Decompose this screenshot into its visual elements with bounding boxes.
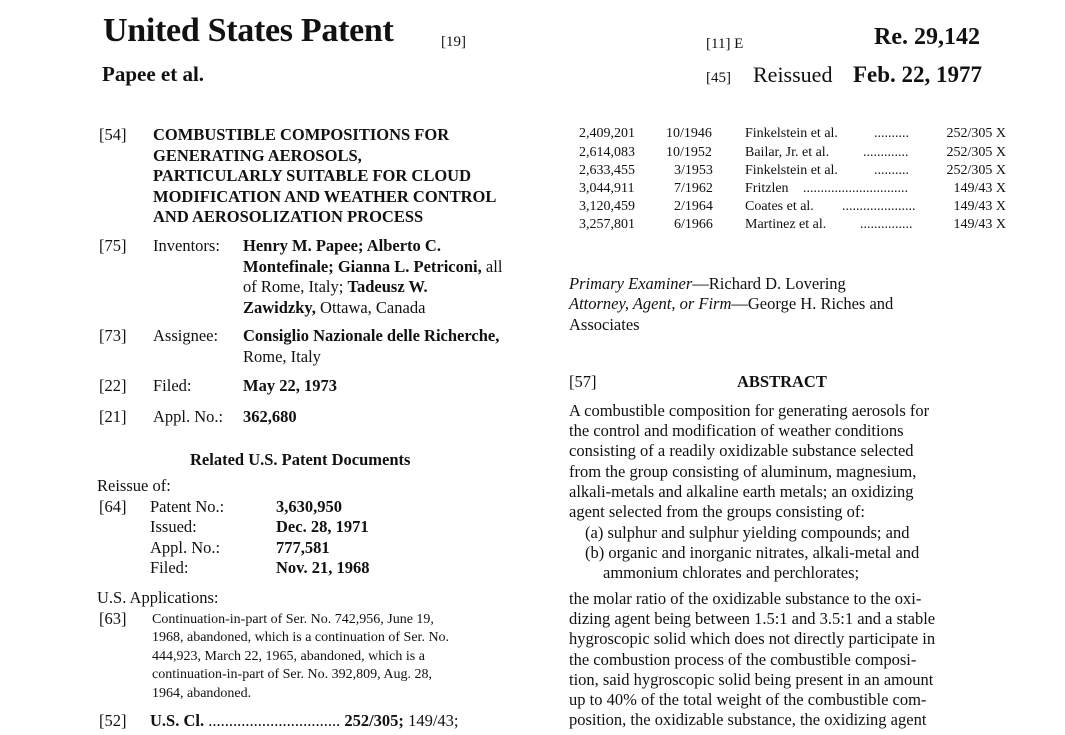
abstract-code: [57]: [569, 372, 597, 391]
number-code: [11] E: [706, 36, 744, 52]
inventors-short: Papee et al.: [102, 62, 205, 86]
reissued-date: Feb. 22, 1977: [853, 62, 983, 87]
title-line: GENERATING AEROSOLS,: [153, 145, 362, 165]
inventors-list: Henry M. Papee; Alberto C. Montefinale; Gianna L. Petriconi, all of Rome, Italy; Tadeusz W. Zawidzky, Ottawa, Canada: [243, 236, 503, 317]
title-line: COMBUSTIBLE COMPOSITIONS FOR: [153, 125, 450, 144]
appl-value: 362,680: [243, 407, 297, 426]
uscl-line: U.S. Cl. ................................ 252/305; 149/43;: [150, 711, 459, 730]
reissue-value: 3,630,950: [276, 497, 342, 516]
continuation-text: Continuation-in-part of Ser. No. 742,956, June 19, 1968, abandoned, which is a continuation of Ser. No. 444,923, March 22, 1965, abandoned, which is a continuation-in-part of Ser. No. 392,809, Aug. 28, 1964, abandoned.: [152, 612, 450, 701]
reissue-value: Nov. 21, 1968: [276, 558, 370, 577]
reference-row: 3,257,801 6/1966 Martinez et al. ............... 149/43 X: [579, 217, 1006, 232]
patent-number: Re. 29,142: [874, 24, 980, 50]
reissue-row: Filed:: [150, 558, 189, 577]
reissue-of-label: Reissue of:: [97, 476, 171, 495]
reference-row: 2,614,083 10/1952 Bailar, Jr. et al. ............. 252/305 X: [579, 145, 1006, 160]
title-line: PARTICULARLY SUITABLE FOR CLOUD: [153, 166, 472, 185]
invention-title: [153, 125, 496, 228]
abstract-heading: ABSTRACT: [737, 372, 827, 391]
reissue-value: Dec. 28, 1971: [276, 517, 369, 536]
reference-row: 2,633,455 3/1953 Finkelstein et al. .......... 252/305 X: [579, 163, 1006, 178]
title-field-code: [54]: [99, 125, 127, 144]
patent-office-title: United States Patent: [103, 12, 394, 49]
inventors-label: Inventors:: [153, 236, 220, 255]
reissued-label: Reissued: [753, 62, 833, 87]
reference-row: 3,044,911 7/1962 Fritzlen .............................. 149/43 X: [579, 181, 1006, 196]
abstract-items: (a) sulphur and sulphur yielding compounds; and (b) organic and inorganic nitrates, alkali-metal and ammonium chlorates and perchlorates;: [585, 523, 920, 583]
filed-code: [22]: [99, 376, 127, 395]
filed-value: May 22, 1973: [243, 376, 337, 395]
uscl-code: [52]: [99, 711, 127, 730]
related-heading: Related U.S. Patent Documents: [190, 450, 411, 469]
assignee-label: Assignee:: [153, 326, 219, 345]
title-line: AND AEROSOLIZATION PROCESS: [153, 207, 424, 226]
appl-label: Appl. No.:: [153, 407, 224, 426]
inventors-code: [75]: [99, 236, 127, 255]
title-line: MODIFICATION AND WEATHER CONTROL: [153, 186, 497, 206]
assignee: Consiglio Nazionale delle Richerche, Rome, Italy: [243, 326, 500, 366]
assignee-code: [73]: [99, 326, 127, 345]
continuation-code: [63]: [99, 609, 127, 628]
date-code: [45]: [706, 70, 731, 86]
reissue-row: Issued:: [150, 517, 197, 536]
appl-code: [21]: [99, 407, 127, 426]
reissue-code: [64]: [99, 497, 127, 516]
abstract-text: A combustible composition for generating aerosols for the control and modification of weather conditions consisting of a readily oxidizable substance selected from the group consisting of aluminum, magnesium, alkali-metals and alkaline earth metals; an oxidizing agent selected from the groups consisting of:: [569, 401, 930, 522]
reissue-row: Appl. No.:: [150, 538, 221, 557]
reissue-value: 777,581: [276, 538, 330, 557]
abstract-text-continued: the molar ratio of the oxidizable substance to the oxi- dizing agent being between 1.5:1 and 3.5:1 and a stable hygroscopic solid which does not directly participate in the combustion process of the combustible composi- tion, said hygroscopic solid being present in an amount up to 40% of the total weight of the combustible com- position, the oxidizable substance, the oxidizing agent: [569, 589, 936, 730]
title-code: [19]: [441, 34, 466, 50]
examiner-block: Primary Examiner—Richard D. Lovering Attorney, Agent, or Firm—George H. Riches and Associates: [569, 274, 894, 334]
reissue-row: Patent No.:: [150, 497, 225, 516]
us-applications-label: U.S. Applications:: [97, 588, 219, 607]
reference-row: 3,120,459 2/1964 Coates et al. ..................... 149/43 X: [579, 199, 1006, 214]
reference-row: 2,409,201 10/1946 Finkelstein et al. .......... 252/305 X: [579, 126, 1006, 141]
filed-label: Filed:: [153, 376, 192, 395]
